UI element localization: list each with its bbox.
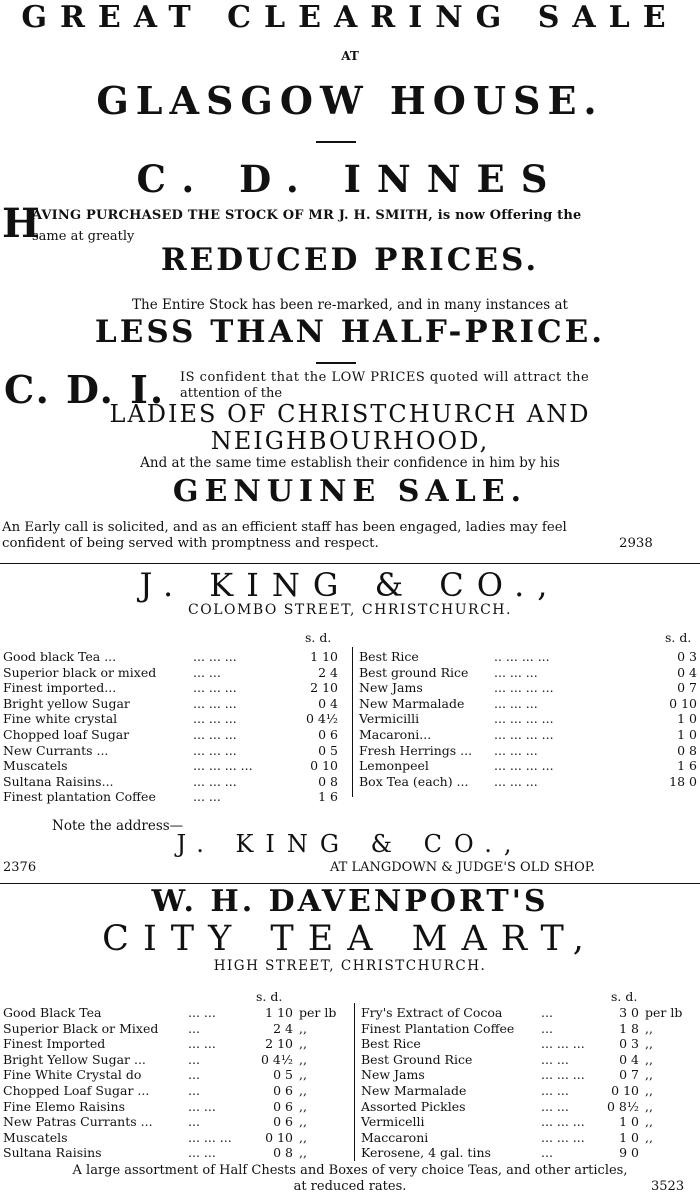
list-item: Superior Black or Mixed ... 2 4 ,, (3, 1020, 307, 1036)
column-divider (352, 647, 353, 797)
price-header: s. d. (665, 630, 692, 645)
ladies-line: LADIES OF CHRISTCHURCH AND (109, 400, 591, 428)
less-than-half-price: LESS THAN HALF-PRICE. (94, 314, 606, 350)
list-item: Chopped loaf Sugar ... ... ... 0 6 (3, 726, 338, 742)
house-name: GLASGOW HOUSE. (96, 78, 604, 123)
remarked-text: The Entire Stock has been re-marked, and in many instances at (132, 297, 568, 313)
list-item: Best Ground Rice ... ... 0 4 ,, (361, 1051, 653, 1067)
price-header: s. d. (305, 630, 332, 645)
note-address: Note the address— (52, 818, 184, 834)
list-item: Finest Plantation Coffee ... 1 8 ,, (361, 1020, 653, 1036)
list-item: Bright yellow Sugar ... ... ... 0 4 (3, 695, 338, 711)
list-item: Macaroni... ... ... ... ... 1 0 (359, 726, 697, 742)
price-list-left (3, 1005, 351, 1161)
list-item: Fry's Extract of Cocoa ... 3 0 per lb (361, 1005, 683, 1020)
store-title: CITY TEA MART, (102, 919, 598, 959)
price-list-right (361, 1005, 699, 1161)
list-item: New Marmalade ... ... 0 10 ,, (361, 1082, 653, 1098)
list-item: Muscatels ... ... ... 0 10 ,, (3, 1129, 307, 1145)
merchant-name: W. H. DAVENPORT'S (151, 884, 549, 919)
early-call-text: confident of being served with promptness and respect. (2, 536, 379, 551)
list-item: Good black Tea ... ... ... ... 1 10 (3, 649, 338, 664)
list-item: Sultana Raisins... ... ... ... 0 8 (3, 773, 338, 789)
list-item: New Patras Currants ... ... 0 6 ,, (3, 1114, 307, 1130)
headline: GREAT CLEARING SALE (21, 0, 679, 35)
list-item: Fine Elemo Raisins ... ... 0 6 ,, (3, 1098, 307, 1114)
list-item: Sultana Raisins ... ... 0 8 ,, (3, 1145, 307, 1161)
price-list-left (3, 649, 348, 805)
reduced-prices: REDUCED PRICES. (160, 242, 540, 278)
list-item: New Jams ... ... ... ... 0 7 (359, 680, 697, 696)
at-label: AT (341, 49, 359, 63)
reference-number: 2938 (619, 536, 653, 551)
firm-name-repeat: J. KING & CO., (176, 830, 524, 858)
genuine-sale: GENUINE SALE. (172, 474, 528, 509)
list-item: Kerosene, 4 gal. tins ... 9 0 (361, 1145, 639, 1161)
firm-address: COLOMBO STREET, CHRISTCHURCH. (188, 602, 512, 618)
proprietor-name: C. D. INNES (136, 157, 564, 201)
ladies-line: NEIGHBOURHOOD, (210, 427, 490, 455)
price-header: s. d. (611, 989, 638, 1004)
list-item: Box Tea (each) ... ... ... ... 18 0 (359, 773, 697, 789)
confidence-text: And at the same time establish their confidence in him by his (140, 455, 560, 471)
list-item: New Jams ... ... ... 0 7 ,, (361, 1067, 653, 1083)
list-item: Good Black Tea ... ... 1 10 per lb (3, 1005, 337, 1020)
store-address: HIGH STREET, CHRISTCHURCH. (213, 958, 487, 974)
footer-text: A large assortment of Half Chests and Boxes of very choice Teas, and other articles, (72, 1163, 628, 1178)
cdi-initials: C. D. I. (4, 367, 166, 412)
section-divider (0, 563, 700, 564)
divider (316, 141, 356, 143)
list-item: Finest imported... ... ... ... 2 10 (3, 680, 338, 696)
intro-line: AVING PURCHASED THE STOCK OF MR J. H. SMITH, is now Offering the (32, 208, 582, 223)
list-item: Vermicilli ... ... ... ... 1 0 (359, 711, 697, 727)
list-item: Assorted Pickles ... ... 0 8½ ,, (361, 1098, 653, 1114)
list-item: New Currants ... ... ... ... 0 5 (3, 742, 338, 758)
footer-text: at reduced rates. (293, 1179, 407, 1194)
reference-number: 2376 (3, 860, 37, 875)
price-list-right (359, 649, 699, 789)
list-item: Fresh Herrings ... ... ... ... 0 8 (359, 742, 697, 758)
divider (316, 362, 356, 364)
list-item: Finest plantation Coffee ... ... 1 6 (3, 789, 338, 805)
list-item: Best Rice ... ... ... 0 3 ,, (361, 1036, 653, 1052)
list-item: Vermicelli ... ... ... 1 0 ,, (361, 1114, 653, 1130)
firm-name: J. KING & CO., (139, 566, 561, 604)
list-item: Fine White Crystal do ... 0 5 ,, (3, 1067, 307, 1083)
list-item: Best Rice .. ... ... ... 0 3 (359, 649, 697, 664)
intro-line: same at greatly (32, 229, 135, 244)
list-item: Bright Yellow Sugar ... ... 0 4½ ,, (3, 1051, 307, 1067)
price-header: s. d. (256, 989, 283, 1004)
list-item: New Marmalade ... ... ... 0 10 (359, 695, 697, 711)
cdi-text: IS confident that the LOW PRICES quoted will attract the (180, 370, 590, 385)
cdi-text: attention of the (180, 386, 283, 401)
list-item: Finest Imported ... ... 2 10 ,, (3, 1036, 307, 1052)
list-item: Maccaroni ... ... ... 1 0 ,, (361, 1129, 653, 1145)
drop-cap: H (2, 200, 40, 247)
list-item: Muscatels ... ... ... ... 0 10 (3, 758, 338, 774)
list-item: Best ground Rice ... ... ... 0 4 (359, 664, 697, 680)
reference-number: 3523 (651, 1179, 685, 1194)
column-divider (354, 1003, 355, 1161)
list-item: Chopped Loaf Sugar ... ... 0 6 ,, (3, 1082, 307, 1098)
list-item: Fine white crystal ... ... ... 0 4½ (3, 711, 338, 727)
early-call-text: An Early call is solicited, and as an efficient staff has been engaged, ladies may feel (2, 520, 567, 535)
list-item: Lemonpeel ... ... ... ... 1 6 (359, 758, 697, 774)
shop-location: AT LANGDOWN & JUDGE'S OLD SHOP. (330, 860, 595, 875)
list-item: Superior black or mixed ... ... 2 4 (3, 664, 338, 680)
